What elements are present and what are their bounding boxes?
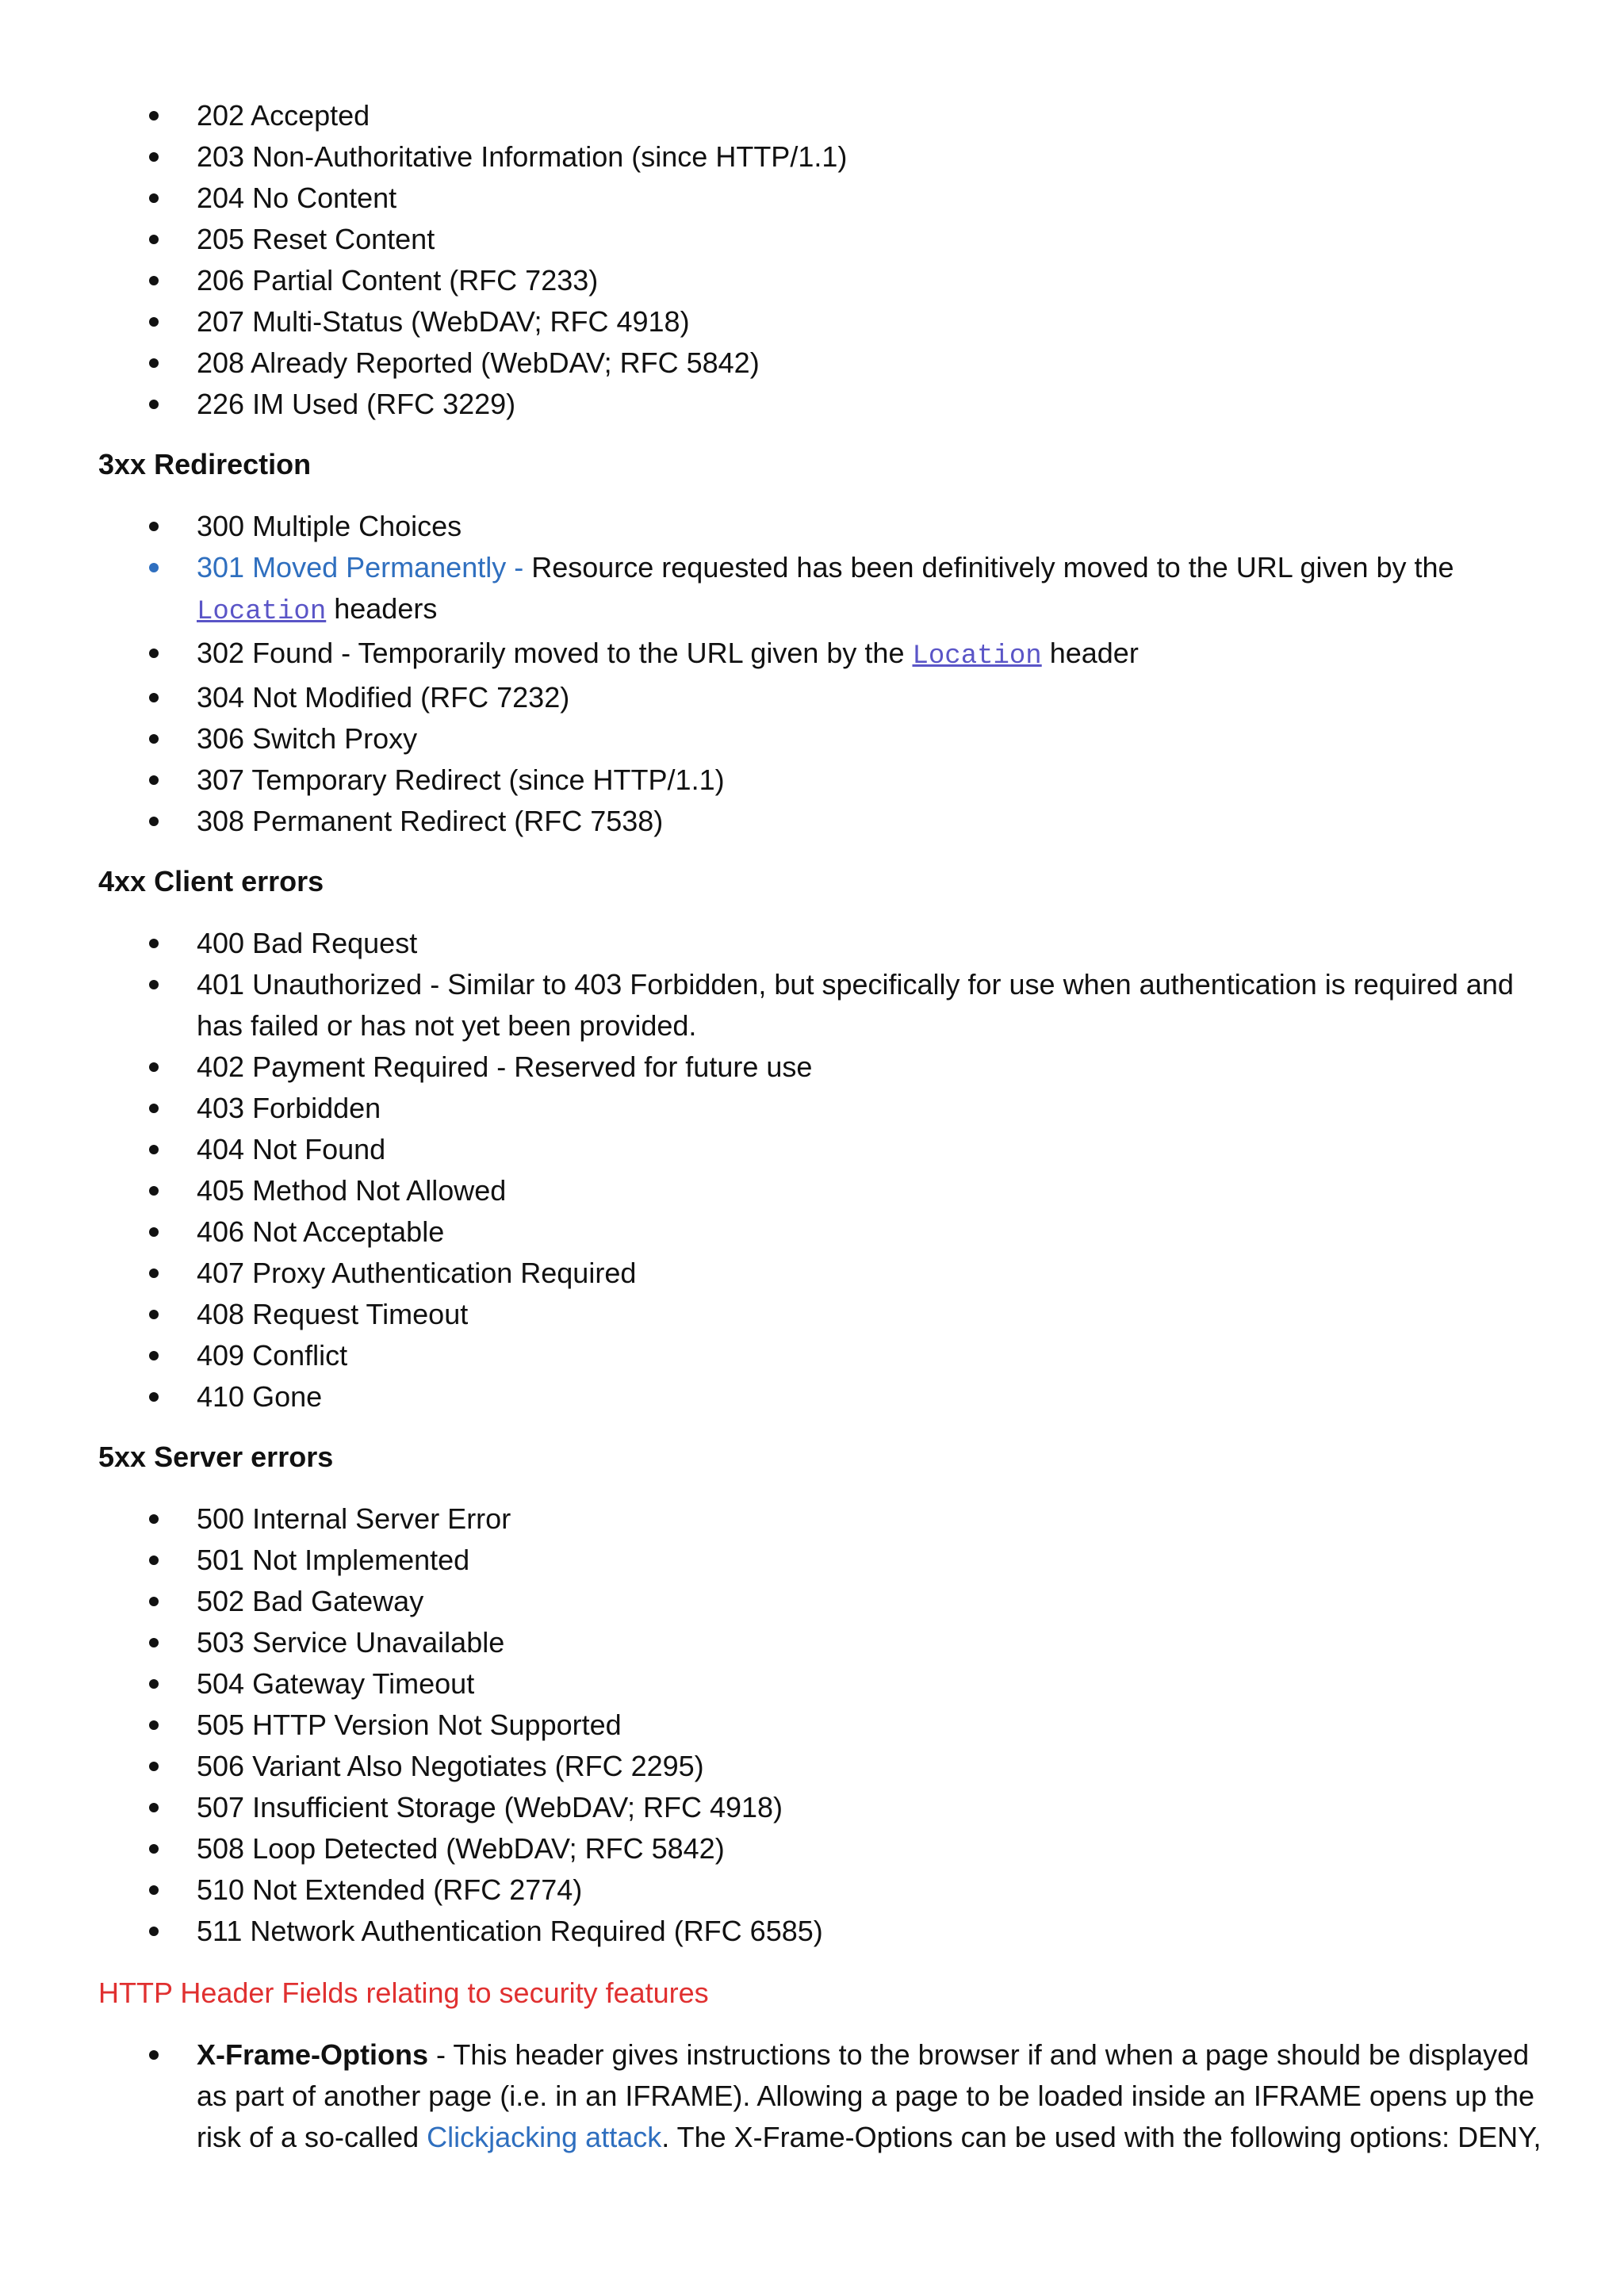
list-5xx — [98, 1498, 1549, 1952]
list-item: 504 Gateway Timeout — [98, 1663, 1549, 1705]
x-frame-options-text-after: . The X-Frame-Options can be used with the following options: DENY, — [661, 2121, 1542, 2153]
location-link[interactable]: Location — [197, 597, 327, 627]
list-item: 404 Not Found — [98, 1129, 1549, 1170]
clickjacking-attack-link[interactable]: Clickjacking attack — [427, 2121, 662, 2153]
list-2xx — [98, 95, 1549, 425]
list-item: 501 Not Implemented — [98, 1540, 1549, 1581]
list-item: 208 Already Reported (WebDAV; RFC 5842) — [98, 342, 1549, 384]
list-item-301 — [98, 547, 1549, 633]
heading-security-header-fields: HTTP Header Fields relating to security features — [98, 1976, 709, 2009]
moved-permanently-suffix: headers — [326, 592, 438, 625]
list-item: 409 Conflict — [98, 1335, 1549, 1376]
list-item: 401 Unauthorized - Similar to 403 Forbidden, but specifically for use when authentication is required and has failed or has not yet been provided. — [98, 964, 1549, 1047]
list-item: 306 Switch Proxy — [98, 718, 1549, 760]
list-item: 508 Loop Detected (WebDAV; RFC 5842) — [98, 1828, 1549, 1869]
list-item: 203 Non-Authoritative Information (since HTTP/1.1) — [98, 136, 1549, 178]
list-item: 511 Network Authentication Required (RFC 6585) — [98, 1911, 1549, 1952]
list-item-302 — [98, 633, 1549, 677]
list-item-x-frame-options — [98, 2034, 1549, 2158]
location-link[interactable]: Location — [912, 641, 1042, 672]
list-4xx — [98, 923, 1549, 1418]
list-item: 206 Partial Content (RFC 7233) — [98, 260, 1549, 301]
found-suffix: header — [1041, 637, 1139, 669]
list-item: 503 Service Unavailable — [98, 1622, 1549, 1663]
list-item: 403 Forbidden — [98, 1088, 1549, 1129]
list-item: 407 Proxy Authentication Required — [98, 1253, 1549, 1294]
list-item: 205 Reset Content — [98, 219, 1549, 260]
list-item: 307 Temporary Redirect (since HTTP/1.1) — [98, 760, 1549, 801]
x-frame-options-term: X-Frame-Options — [197, 2038, 429, 2071]
moved-permanently-text: Resource requested has been definitively moved to the URL given by the — [523, 551, 1454, 584]
list-item: 410 Gone — [98, 1376, 1549, 1418]
list-item: 400 Bad Request — [98, 923, 1549, 964]
document-page — [98, 95, 1549, 2158]
list-item: 300 Multiple Choices — [98, 506, 1549, 547]
list-security-headers — [98, 2034, 1549, 2158]
list-item: 507 Insufficient Storage (WebDAV; RFC 4918) — [98, 1787, 1549, 1828]
list-item: 226 IM Used (RFC 3229) — [98, 384, 1549, 425]
list-item: 304 Not Modified (RFC 7232) — [98, 677, 1549, 718]
list-item: 402 Payment Required - Reserved for future use — [98, 1047, 1549, 1088]
found-text: 302 Found - Temporarily moved to the URL given by the — [197, 637, 913, 669]
list-item: 510 Not Extended (RFC 2774) — [98, 1869, 1549, 1911]
list-item: 505 HTTP Version Not Supported — [98, 1705, 1549, 1746]
heading-5xx-server-errors: 5xx Server errors — [98, 1441, 334, 1473]
heading-3xx-redirection: 3xx Redirection — [98, 448, 312, 480]
list-item: 406 Not Acceptable — [98, 1211, 1549, 1253]
list-item: 202 Accepted — [98, 95, 1549, 136]
list-item: 207 Multi-Status (WebDAV; RFC 4918) — [98, 301, 1549, 342]
list-item: 204 No Content — [98, 178, 1549, 219]
list-item: 405 Method Not Allowed — [98, 1170, 1549, 1211]
list-item: 408 Request Timeout — [98, 1294, 1549, 1335]
list-item: 502 Bad Gateway — [98, 1581, 1549, 1622]
x-frame-options-text: - This header gives instructions to the browser if and when a page should be displayed as part of another page (i.e. in an IFRAME). Allowing a page to be loaded inside an IFRAME opens up the risk of a so-called — [197, 2038, 1535, 2153]
list-item: 506 Variant Also Negotiates (RFC 2295) — [98, 1746, 1549, 1787]
list-item: 500 Internal Server Error — [98, 1498, 1549, 1540]
heading-4xx-client-errors: 4xx Client errors — [98, 865, 324, 897]
list-3xx — [98, 506, 1549, 842]
moved-permanently-label: 301 Moved Permanently - — [197, 551, 524, 584]
list-item: 308 Permanent Redirect (RFC 7538) — [98, 801, 1549, 842]
